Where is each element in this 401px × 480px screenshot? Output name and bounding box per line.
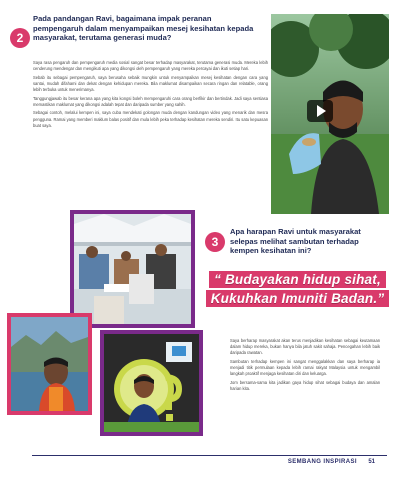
page-number: 51 xyxy=(368,459,375,465)
section-2-number-badge: 2 xyxy=(10,28,30,48)
section-3-paragraph-1: Saya berharap masyarakat akan terus menjadikan kesihatan sebagai keutamaan dalam hidup mereka, bukan hanya bila jatuh sakit sahaja. Pencegahan lebih baik daripada rawatan. xyxy=(230,338,380,356)
section-3-number-badge: 3 xyxy=(205,232,225,252)
highlight-quote xyxy=(205,270,390,308)
footer-section-title: SEMBANG INSPIRASI xyxy=(287,459,357,465)
section-2-paragraph-2: Sebab itu sebagai pempengaruh, saya berusaha sebaik mungkin untuk menyampaikan mesej kesihatan dengan cara yang santai, mudah difahami dan dekat dengan kehidupan mereka. Bila maklumat disampaikan secara ringan dan relatable, orang lebih terbuka untuk menerimanya. xyxy=(33,74,268,92)
section-3-question: Apa harapan Ravi untuk masyarakat selepas melihat sambutan terhadap kempen kesihatan ini? xyxy=(230,227,361,256)
section-3-paragraph-3: Jom bersama-sama kita jadikan gaya hidup sihat sebagai budaya dan amalan harian kita. xyxy=(230,379,380,391)
section-2-body xyxy=(33,60,268,131)
section-3-body xyxy=(230,338,380,395)
section-2-paragraph-1: Saya rasa pengaruh dan pempengaruh media sosial sangat besar terhadap masyarakat, terutama generasi muda. Mereka lebih cenderung mendengar dan mengikuti apa yang dikongsi oleh pempengaruh yang mereka percayai dan ikuti setiap hari. xyxy=(33,60,268,72)
video-thumbnail-photo[interactable] xyxy=(271,14,389,214)
quote-line-2: Kukuhkan Imuniti Badan.” xyxy=(206,290,390,307)
booth-photo xyxy=(104,334,199,432)
clinic-event-photo xyxy=(74,214,191,324)
section-2-paragraph-3: Tanggungjawab itu besar kerana apa yang kita kongsi boleh mempengaruhi cara orang berfikir dan bertindak. Jadi saya sentiasa memastikan maklumat yang dikongsi adalah tepat dan daripada sumber yang sahih. xyxy=(33,95,268,107)
lake-selfie-photo-frame xyxy=(7,313,92,415)
section-2-paragraph-4: Sebagai contoh, melalui kempen ini, saya cuba mendekati golongan muda dengan kandungan video yang menarik dan mesra pengguna. Ramai yang memberi maklum balas positif dan mula lebih peka terhadap kesihatan mereka sendiri. Itu satu kepuasan buat saya. xyxy=(33,110,268,128)
footer-divider xyxy=(32,455,387,456)
play-icon[interactable] xyxy=(307,100,333,122)
section-3-paragraph-2: Sambutan terhadap kempen ini sangat menggalakkan dan saya berharap ia menjadi titik permulaan kepada lebih ramai rakyat Malaysia untuk mengambil langkah proaktif menjaga kesihatan diri dan keluarga. xyxy=(230,358,380,377)
clinic-event-photo-frame xyxy=(70,210,195,328)
lake-selfie-photo xyxy=(11,317,88,411)
section-2-question: Pada pandangan Ravi, bagaimana impak peranan pempengaruh dalam menyampaikan mesej kesihatan kepada masyarakat, terutama generasi muda? xyxy=(33,14,254,43)
booth-photo-frame xyxy=(100,330,203,436)
quote-line-1: “ Budayakan hidup sihat, xyxy=(209,271,386,288)
